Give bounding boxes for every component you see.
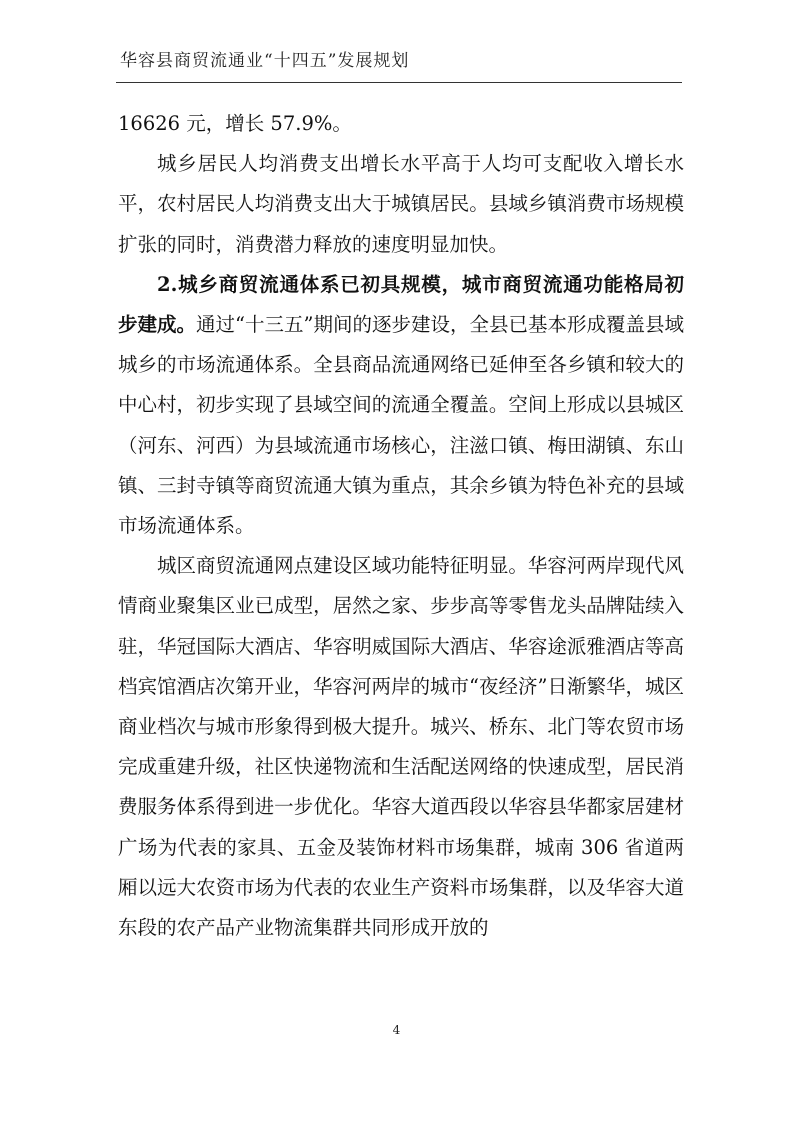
section-heading-2: 2.城乡商贸流通体系已初具规模，城市商贸流通功能格局初步建成。 [118,272,684,337]
paragraph-circulation-system [118,265,684,546]
section-2-text: 通过“十三五”期间的逐步建设，全县已基本形成覆盖县域城乡的市场流通体系。全县商品流通网络已延伸至各乡镇和较大的中心村，初步实现了县域空间的流通全覆盖。空间上形成以县城区（河东、河西）为县域流通市场核心，注滋口镇、梅田湖镇、东山镇、三封寺镇等商贸流通大镇为重点，其余乡镇为特色补充的县域市场流通体系。 [118,313,684,538]
running-header: 华容县商贸流通业“十四五”发展规划 [120,51,410,71]
paragraph-continuation: 16626 元，增长 57.9%。 [118,112,352,135]
page-number: 4 [392,1023,401,1037]
paragraph-urban-commerce: 城区商贸流通网点建设区域功能特征明显。华容河两岸现代风情商业聚集区业已成型，居然之家、步步高等零售龙头品牌陆续入驻，华冠国际大酒店、华容明威国际大酒店、华容途派雅酒店等高档宾馆酒店次第开业，华容河两岸的城市“夜经济”日渐繁华，城区商业档次与城市形象得到极大提升。城兴、桥东、北门等农贸市场完成重建升级，社区快递物流和生活配送网络的快速成型，居民消费服务体系得到进一步优化。华容大道西段以华容县华都家居建材广场为代表的家具、五金及装饰材料市场集群，城南 306 省道两厢以远大农资市场为代表的农业生产资料市场集群，以及华容大道东段的农产品产业物流集群共同形成开放的 [118,554,684,940]
header-divider [116,82,682,83]
document-body [118,104,684,948]
paragraph-consumption: 城乡居民人均消费支出增长水平高于人均可支配收入增长水平，农村居民人均消费支出大于城镇居民。县域乡镇消费市场规模扩张的同时，消费潜力释放的速度明显加快。 [118,152,684,256]
